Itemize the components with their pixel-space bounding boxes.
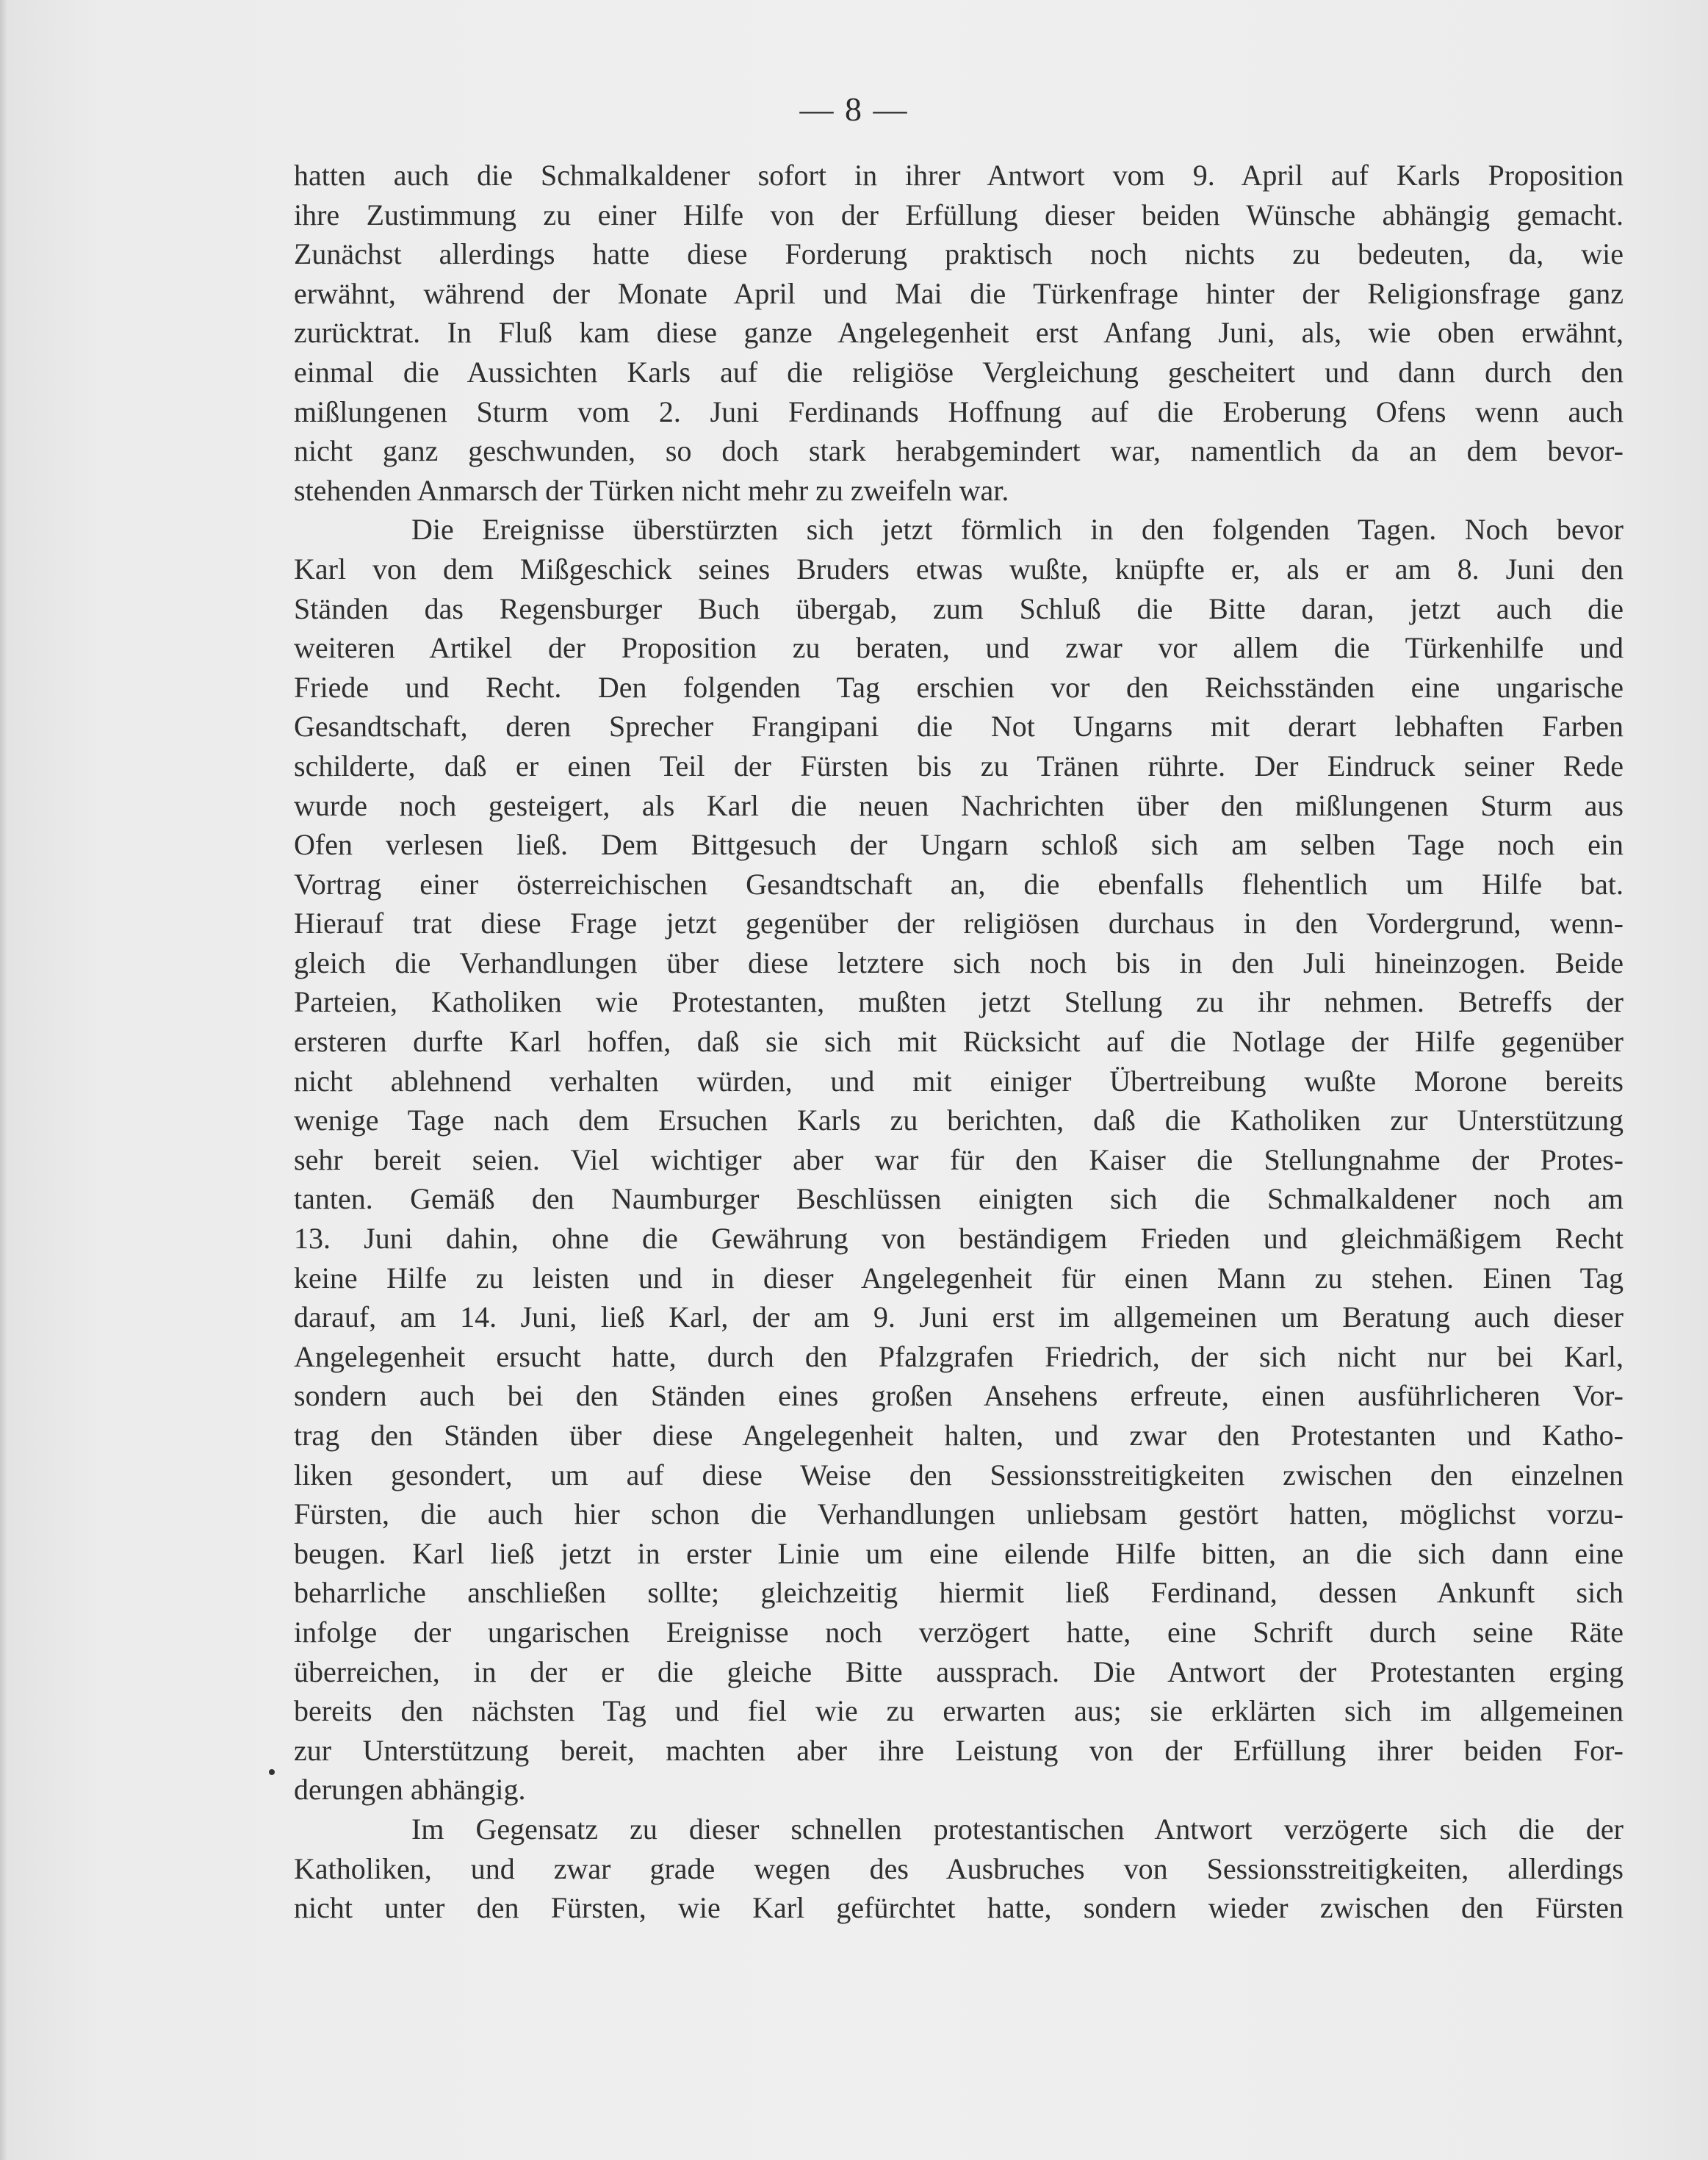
- text-line: Die Ereignisse überstürzten sich jetzt förmlich in den folgenden Tagen. Noch bevor: [411, 513, 1624, 547]
- text-line: erwähnt, während der Monate April und Mai die Türkenfrage hinter der Religionsfrage ganz: [294, 276, 1624, 310]
- text-line: trag den Ständen über diese Angelegenheit halten, und zwar den Protestanten und Katho-: [294, 1419, 1624, 1452]
- page-edge-shadow: [0, 0, 7, 2160]
- text-line: bereits den nächsten Tag und fiel wie zu erwarten aus; sie erklärten sich im allgemeinen: [294, 1694, 1624, 1728]
- text-line: gleich die Verhandlungen über diese letztere sich noch bis in den Juli hineinzogen. Beide: [294, 946, 1624, 979]
- body-text: [294, 156, 1624, 1928]
- text-line: keine Hilfe zu leisten und in dieser Angelegenheit für einen Mann zu stehen. Einen Tag: [294, 1261, 1624, 1295]
- text-line: Katholiken, und zwar grade wegen des Ausbruches von Sessionsstreitigkeiten, allerdings: [294, 1851, 1624, 1885]
- text-line: Karl von dem Mißgeschick seines Bruders etwas wußte, knüpfte er, als er am 8. Juni den: [294, 552, 1624, 586]
- text-line: zur Unterstützung bereit, machten aber ihre Leistung von der Erfüllung ihrer beiden For-: [294, 1733, 1624, 1767]
- text-line: Parteien, Katholiken wie Protestanten, mußten jetzt Stellung zu ihr nehmen. Betreffs der: [294, 985, 1624, 1019]
- text-line: überreichen, in der er die gleiche Bitte aussprach. Die Antwort der Protestanten erging: [294, 1655, 1624, 1688]
- text-line: nicht ganz geschwunden, so doch stark herabgemindert war, namentlich da an dem bevor-: [294, 434, 1624, 468]
- text-line: Angelegenheit ersucht hatte, durch den Pfalzgrafen Friedrich, der sich nicht nur bei Karl,: [294, 1339, 1624, 1373]
- text-line: einmal die Aussichten Karls auf die religiöse Vergleichung gescheitert und dann durch den: [294, 355, 1624, 389]
- text-line: zurücktrat. In Fluß kam diese ganze Angelegenheit erst Anfang Juni, als, wie oben erwähnt,: [294, 316, 1624, 350]
- text-line: Ständen das Regensburger Buch übergab, zum Schluß die Bitte daran, jetzt auch die: [294, 591, 1624, 625]
- text-line: wenige Tage nach dem Ersuchen Karls zu berichten, daß die Katholiken zur Unterstützung: [294, 1104, 1624, 1137]
- text-line: Gesandtschaft, deren Sprecher Frangipani die Not Ungarns mit derart lebhaften Farben: [294, 710, 1624, 744]
- paragraph-2: [294, 510, 1624, 1810]
- text-line: ihre Zustimmung zu einer Hilfe von der Erfüllung dieser beiden Wünsche abhängig gemacht.: [294, 198, 1624, 231]
- text-line: liken gesondert, um auf diese Weise den Sessionsstreitigkeiten zwischen den einzelnen: [294, 1458, 1624, 1491]
- text-line: ersteren durfte Karl hoffen, daß sie sich mit Rücksicht auf die Notlage der Hilfe gegenüber: [294, 1025, 1624, 1059]
- paragraph-1: [294, 156, 1624, 510]
- text-line: derungen abhängig.: [294, 1773, 526, 1807]
- text-line: schilderte, daß er einen Teil der Fürsten bis zu Tränen rührte. Der Eindruck seiner Rede: [294, 749, 1624, 782]
- text-line: tanten. Gemäß den Naumburger Beschlüssen einigten sich die Schmalkaldener noch am: [294, 1182, 1624, 1216]
- margin-dot: [269, 1769, 275, 1775]
- text-line: Hierauf trat diese Frage jetzt gegenüber der religiösen durchaus in den Vordergrund, wenn-: [294, 907, 1624, 940]
- text-line: Ofen verlesen ließ. Dem Bittgesuch der Ungarn schloß sich am selben Tage noch ein: [294, 828, 1624, 862]
- text-line: stehenden Anmarsch der Türken nicht mehr zu zweifeln war.: [294, 473, 1009, 507]
- paragraph-3: [294, 1810, 1624, 1928]
- text-line: hatten auch die Schmalkaldener sofort in ihrer Antwort vom 9. April auf Karls Proposition: [294, 159, 1624, 192]
- text-line: wurde noch gesteigert, als Karl die neuen Nachrichten über den mißlungenen Sturm aus: [294, 788, 1624, 822]
- text-line: beharrliche anschließen sollte; gleichzeitig hiermit ließ Ferdinand, dessen Ankunft sich: [294, 1576, 1624, 1610]
- text-line: Fürsten, die auch hier schon die Verhandlungen unliebsam gestört hatten, möglichst vorzu-: [294, 1497, 1624, 1531]
- text-line: sondern auch bei den Ständen eines großen Ansehens erfreute, einen ausführlicheren Vor-: [294, 1379, 1624, 1413]
- text-line: beugen. Karl ließ jetzt in erster Linie um eine eilende Hilfe bitten, an die sich dann eine: [294, 1536, 1624, 1570]
- text-line: 13. Juni dahin, ohne die Gewährung von beständigem Frieden und gleichmäßigem Recht: [294, 1222, 1624, 1256]
- text-line: weiteren Artikel der Proposition zu beraten, und zwar vor allem die Türkenhilfe und: [294, 631, 1624, 665]
- page-number: — 8 —: [799, 90, 909, 128]
- text-line: Vortrag einer österreichischen Gesandtschaft an, die ebenfalls flehentlich um Hilfe bat.: [294, 867, 1624, 901]
- text-line: nicht unter den Fürsten, wie Karl gefürchtet hatte, sondern wieder zwischen den Fürsten: [294, 1891, 1624, 1925]
- text-line: nicht ablehnend verhalten würden, und mit einiger Übertreibung wußte Morone bereits: [294, 1064, 1624, 1098]
- text-line: Zunächst allerdings hatte diese Forderung praktisch noch nichts zu bedeuten, da, wie: [294, 237, 1624, 271]
- text-line: darauf, am 14. Juni, ließ Karl, der am 9. Juni erst im allgemeinen um Beratung auch dieser: [294, 1300, 1624, 1334]
- text-line: Friede und Recht. Den folgenden Tag erschien vor den Reichsständen eine ungarische: [294, 670, 1624, 704]
- text-line: sehr bereit seien. Viel wichtiger aber war für den Kaiser die Stellungnahme der Protes-: [294, 1142, 1624, 1176]
- text-line: mißlungenen Sturm vom 2. Juni Ferdinands Hoffnung auf die Eroberung Ofens wenn auch: [294, 395, 1624, 428]
- text-line: Im Gegensatz zu dieser schnellen protestantischen Antwort verzögerte sich die der: [411, 1812, 1624, 1846]
- text-line: infolge der ungarischen Ereignisse noch verzögert hatte, eine Schrift durch seine Räte: [294, 1615, 1624, 1649]
